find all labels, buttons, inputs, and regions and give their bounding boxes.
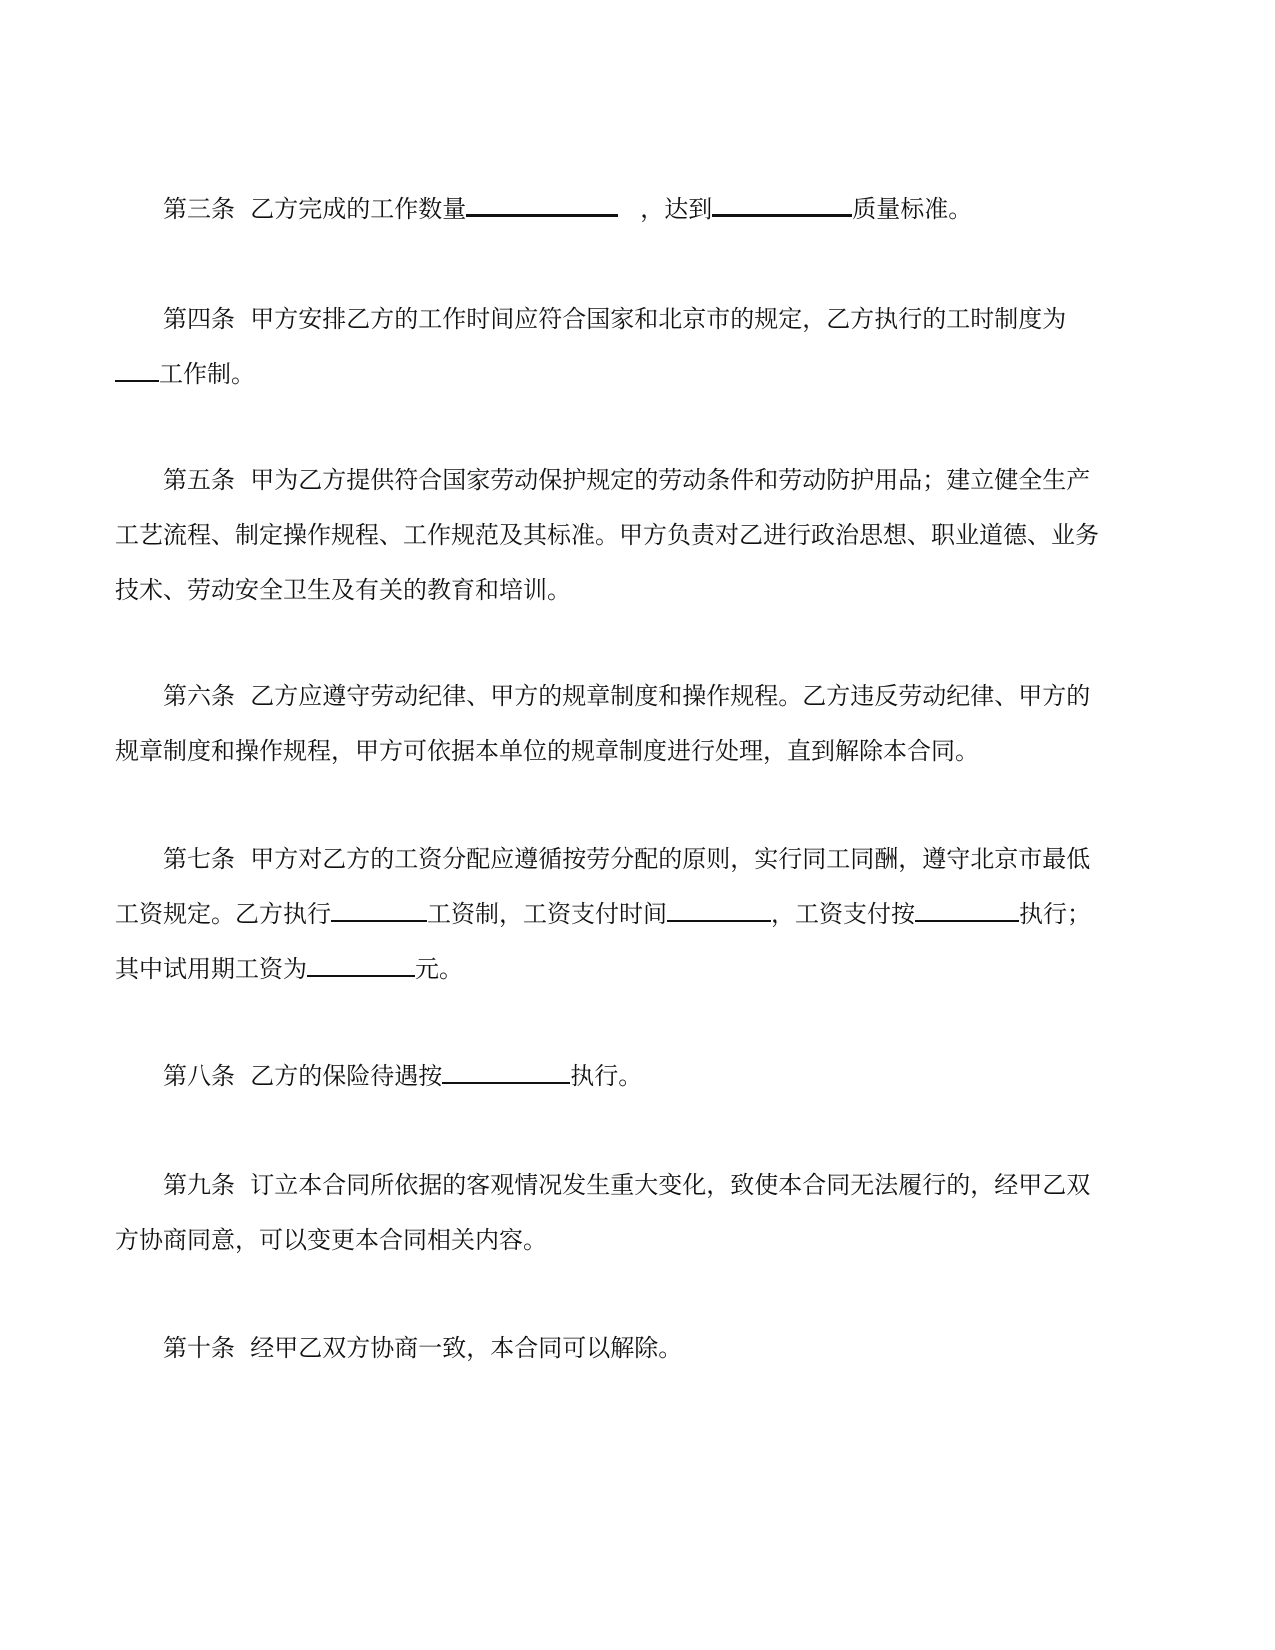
clause-8-text-1: 乙方的保险待遇按 [250,1062,443,1090]
clause-3-text-1: 乙方完成的工作数量 [250,195,467,223]
clause-4 [115,292,1110,402]
clause-4-text-1: 甲方安排乙方的工作时间应符合国家和北京市的规定，乙方执行的工时制度为 [250,305,1067,333]
clause-10-text-1: 经甲乙双方协商一致，本合同可以解除。 [250,1334,683,1362]
payment-time-blank [667,894,771,922]
work-hours-system-blank [115,354,159,382]
clause-7-text-4: 执行；其中试用期工资为 [115,900,1091,983]
payment-method-blank [915,894,1019,922]
clause-7-text-5: 元。 [415,955,463,983]
clause-9 [115,1158,1110,1268]
clause-3-text-3: 质量标准。 [852,195,973,223]
clause-7 [115,832,1110,997]
clause-3 [115,182,1110,237]
clause-8-text-2: 执行。 [570,1062,643,1090]
probation-wage-blank [307,949,415,977]
clause-5 [115,453,1110,618]
clause-10-label: 第十条 [163,1334,235,1362]
clause-8-label: 第八条 [163,1062,235,1090]
clause-3-text-2: ，达到 [640,195,713,223]
clause-4-label: 第四条 [163,305,235,333]
clause-6 [115,669,1110,779]
work-quantity-blank [466,188,618,217]
clause-6-text-1: 乙方应遵守劳动纪律、甲方的规章制度和操作规程。乙方违反劳动纪律、甲方的规章制度和操作规程，甲方可依据本单位的规章制度进行处理，直到解除本合同。 [115,682,1091,765]
clause-9-text-1: 订立本合同所依据的客观情况发生重大变化，致使本合同无法履行的，经甲乙双方协商同意，可以变更本合同相关内容。 [115,1171,1091,1254]
clause-3-label: 第三条 [163,195,235,223]
clause-8 [115,1049,1110,1104]
clause-6-label: 第六条 [163,682,235,710]
clause-9-label: 第九条 [163,1171,235,1199]
clause-10 [115,1321,1110,1376]
wage-system-blank [331,894,427,922]
clause-7-text-3: ，工资支付按 [771,900,915,928]
insurance-blank [442,1056,570,1084]
clause-7-text-1: 甲方对乙方的工资分配应遵循按劳分配的原则，实行同工同酬，遵守北京市最低工资规定。乙方执行 [115,845,1091,928]
clause-7-text-2: 工资制，工资支付时间 [427,900,667,928]
clause-5-label: 第五条 [163,466,235,494]
clause-7-label: 第七条 [163,845,235,873]
clause-5-text-1: 甲为乙方提供符合国家劳动保护规定的劳动条件和劳动防护用品；建立健全生产工艺流程、制定操作规程、工作规范及其标准。甲方负责对乙进行政治思想、职业道德、业务技术、劳动安全卫生及有关的教育和培训。 [115,466,1099,604]
clause-4-text-2: 工作制。 [159,360,255,388]
quality-standard-blank [712,188,852,217]
